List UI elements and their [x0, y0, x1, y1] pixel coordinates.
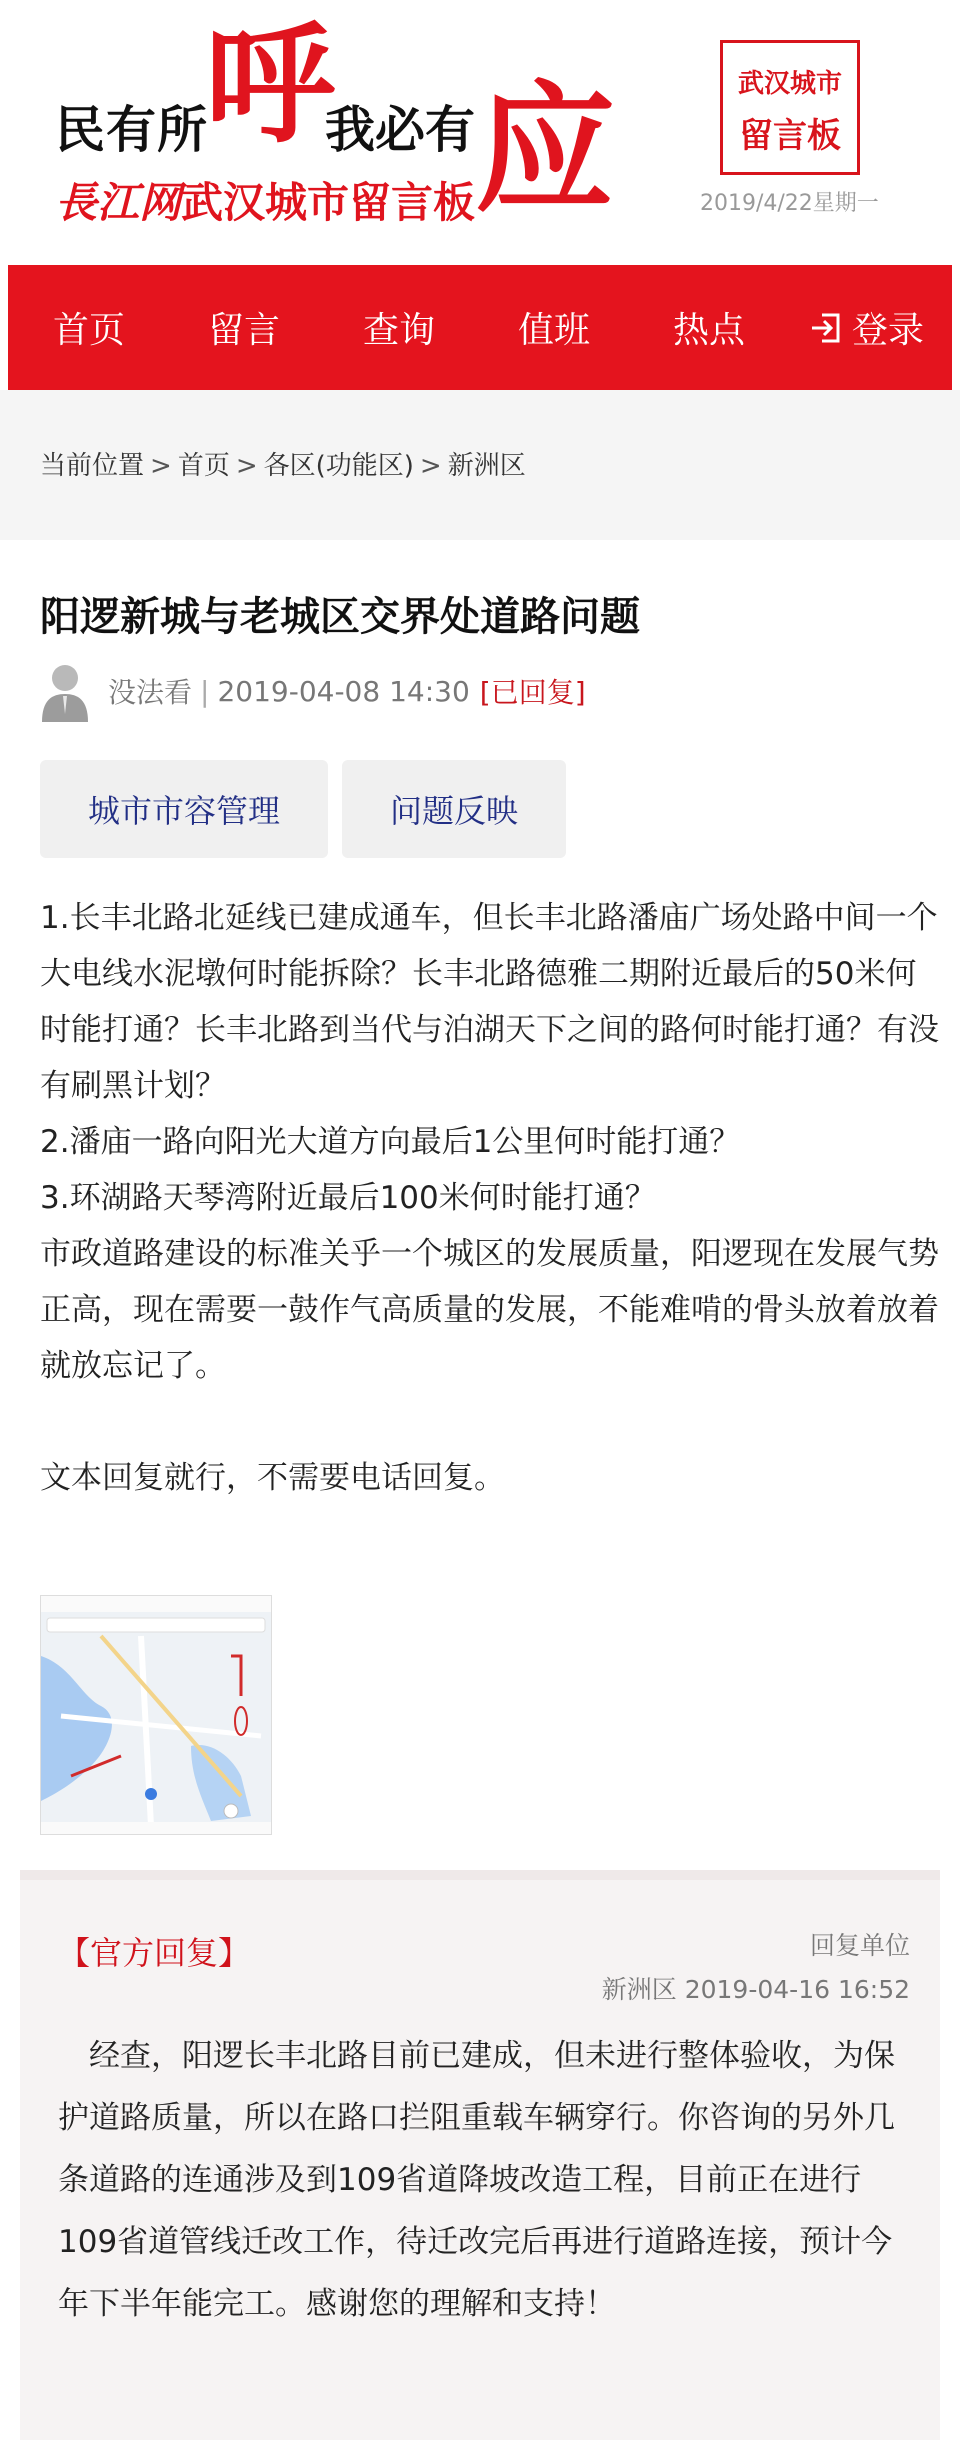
reply-status-badge: [已回复]: [479, 676, 586, 709]
logo-ying-char: 应: [475, 68, 616, 232]
message-paragraph: 1.长丰北路北延线已建成通车，但长丰北路潘庙广场处路中间一个大电线水泥墩何时能拆除？长丰北路德雅二期附近最后的50米何时能打通？长丰北路到当代与泊湖天下之间的路何时能打通？有没有刷黑计划？: [40, 900, 939, 1104]
message-paragraph: 3.环湖路天琴湾附近最后100米何时能打通？: [40, 1180, 656, 1216]
breadcrumb-home[interactable]: 首页: [177, 451, 230, 481]
tag-issue-report[interactable]: 问题反映: [342, 760, 566, 858]
reply-unit-name: 新洲区: [601, 1975, 677, 2004]
paragraph-gap: [40, 1394, 940, 1450]
message-paragraph: 市政道路建设的标准关乎一个城区的发展质量，阳逻现在发展气势正高，现在需要一鼓作气高质量的发展，不能难啃的骨头放着放着就放忘记了。: [40, 1236, 939, 1384]
current-date: 2019/4/22星期一: [700, 191, 879, 216]
nav-item-message[interactable]: 留言: [208, 310, 281, 351]
category-tags: [40, 760, 566, 858]
logo-source: 長江网: [55, 178, 182, 227]
message-body: [40, 890, 940, 1506]
breadcrumb-prefix: 当前位置: [40, 451, 145, 481]
breadcrumb-separator: >: [419, 451, 442, 481]
map-thumbnail-image: [41, 1596, 271, 1834]
message-paragraph: 2.潘庙一路向阳光大道方向最后1公里何时能打通？: [40, 1124, 741, 1160]
message-meta: [40, 660, 586, 722]
logo-board-name: 武汉城市留言板: [181, 178, 476, 227]
official-reply-label: 【官方回复】: [58, 1934, 251, 1972]
tag-city-management[interactable]: 城市市容管理: [40, 760, 328, 858]
user-avatar-icon: [40, 660, 90, 722]
login-label: 登录: [852, 310, 925, 351]
login-icon: [808, 310, 844, 346]
attached-map-screenshot[interactable]: [40, 1595, 272, 1835]
logo-slogan-part2: 我必有: [325, 101, 475, 159]
breadcrumb: [40, 445, 526, 482]
site-logo[interactable]: [55, 8, 616, 232]
stamp-line1: 武汉城市: [737, 69, 842, 99]
reply-unit-block: [602, 1924, 910, 2012]
logo-subtitle: [55, 170, 475, 230]
reply-datetime: 2019-04-16 16:52: [684, 1975, 910, 2004]
logo-hu-char: 呼: [205, 8, 336, 161]
nav-item-home[interactable]: 首页: [53, 310, 126, 351]
message-title: 阳逻新城与老城区交界处道路问题: [40, 594, 640, 640]
breadcrumb-separator: >: [150, 451, 172, 481]
main-nav: [8, 265, 952, 390]
logo-slogan-part1: 民有所: [55, 101, 208, 159]
site-header: [0, 0, 960, 265]
nav-item-hot[interactable]: 热点: [673, 310, 746, 351]
meta-separator: |: [200, 674, 210, 708]
message-note: 文本回复就行，不需要电话回复。: [40, 1460, 505, 1496]
reply-unit-line: [602, 1968, 910, 2012]
breadcrumb-xinzhou[interactable]: 新洲区: [447, 451, 526, 481]
nav-login-button[interactable]: [808, 302, 924, 353]
official-reply-body: [58, 2025, 918, 2335]
nav-item-search[interactable]: 查询: [363, 310, 436, 351]
board-stamp: [720, 40, 860, 175]
breadcrumb-bar: [0, 390, 960, 540]
stamp-line2: 留言板: [739, 116, 841, 156]
official-reply: [20, 1870, 940, 2440]
message-datetime: 2019-04-08 14:30: [217, 674, 470, 708]
nav-item-duty[interactable]: 值班: [518, 310, 591, 351]
reply-unit-label: 回复单位: [809, 1931, 910, 1960]
breadcrumb-districts[interactable]: 各区(功能区): [263, 451, 414, 481]
reply-indent: [58, 2038, 89, 2074]
author-name: 没法看: [108, 676, 193, 709]
reply-text: 经查，阳逻长丰北路目前已建成，但未进行整体验收，为保护道路质量，所以在路口拦阻重载车辆穿行。你咨询的另外几条道路的连通涉及到109省道降坡改造工程，目前正在进行109省道管线迁改工作，待迁改完后再进行道路连接，预计今年下半年能完工。感谢您的理解和支持！: [58, 2038, 895, 2322]
message-article: [8, 545, 952, 1863]
breadcrumb-separator: >: [235, 451, 258, 481]
